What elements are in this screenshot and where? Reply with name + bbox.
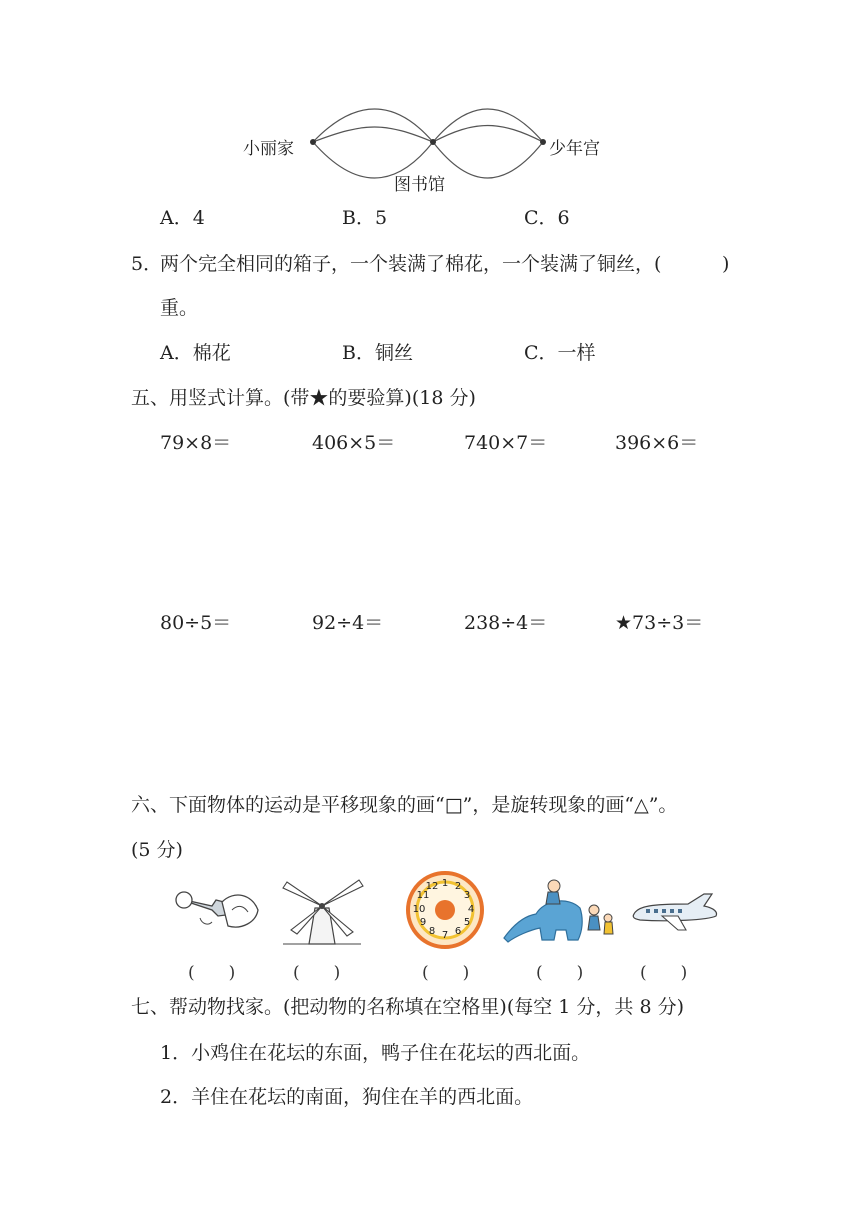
svg-text:11: 11 [416,890,430,901]
svg-text:1: 1 [441,878,449,889]
answer-slot[interactable]: ( ) [422,963,470,983]
svg-text:6: 6 [454,926,462,937]
svg-text:9: 9 [419,917,427,928]
q5-text-line1: 两个完全相同的箱子，一个装满了棉花，一个装满了铜丝，( [160,253,662,275]
calc-item: 406×5＝ [312,432,396,454]
calc-item: 92÷4＝ [312,612,384,634]
section5-title: 五、用竖式计算。(带★的要验算)(18 分) [131,387,476,409]
elephant-slide-picture [500,874,620,944]
q5-option-a: A．棉花 [160,342,231,364]
svg-text:8: 8 [428,926,436,937]
answer-slot[interactable]: ( ) [293,963,341,983]
q5-option-b: B．铜丝 [342,342,413,364]
svg-text:3: 3 [463,890,471,901]
q5-close-paren: ) [722,253,730,275]
home-node [310,139,316,145]
library-node [430,139,436,145]
spinning-wheel-picture [405,870,485,950]
svg-text:10: 10 [412,904,426,915]
q4-option-b: B．5 [342,207,388,229]
palace-node [540,139,546,145]
calc-item: 80÷5＝ [160,612,232,634]
calc-item: ★73÷3＝ [615,612,704,634]
calc-item: 79×8＝ [160,432,232,454]
svg-text:4: 4 [467,904,475,915]
answer-slot[interactable]: ( ) [188,963,236,983]
q5-text-line2: 重。 [160,297,199,319]
label-xiaoli-home: 小丽家 [243,139,294,159]
answer-slot[interactable]: ( ) [640,963,688,983]
q5-number: 5． [131,253,163,275]
svg-text:12: 12 [425,881,439,892]
label-library: 图书馆 [394,175,445,195]
label-youth-palace: 少年宫 [549,139,600,159]
q5-option-c: C．一样 [524,342,596,364]
section6-title: 六、下面物体的运动是平移现象的画“□”，是旋转现象的画“△”。 [131,794,678,816]
svg-text:5: 5 [463,917,471,928]
calc-item: 238÷4＝ [464,612,548,634]
airplane-picture [628,890,720,936]
section7-item-1: 1．小鸡住在花坛的东面，鸭子住在花坛的西北面。 [160,1042,591,1064]
wrench-turning-picture [172,880,262,940]
q4-option-a: A．4 [160,207,205,229]
answer-slot[interactable]: ( ) [536,963,584,983]
q4-option-c: C．6 [524,207,570,229]
svg-text:2: 2 [454,881,462,892]
calc-item: 740×7＝ [464,432,548,454]
calc-item: 396×6＝ [615,432,699,454]
section6-points: (5 分) [131,839,183,861]
section7-item-2: 2．羊住在花坛的南面，狗住在羊的西北面。 [160,1086,534,1108]
windmill-picture [277,874,367,948]
svg-text:7: 7 [441,930,449,941]
section7-title: 七、帮动物找家。(把动物的名称填在空格里)(每空 1 分，共 8 分) [131,996,684,1018]
